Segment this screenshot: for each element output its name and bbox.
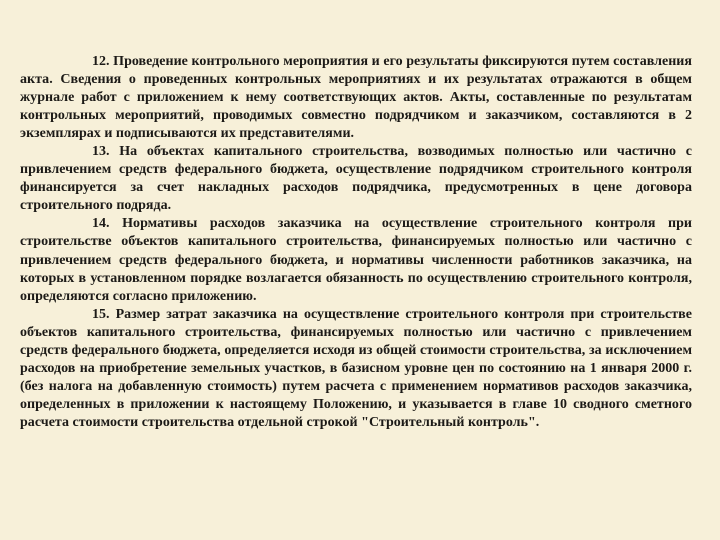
paragraph-14: 14. Нормативы расходов заказчика на осуществление строительного контроля при строительстве объектов капитального строительства, финансируемых полностью или частично с привлечением средств федерального бюджета, и нормативы численности работников заказчика, на которых в установленном порядке возлагается обязанность по осуществлению строительного контроля, определяются согласно приложению.	[20, 216, 692, 304]
paragraph-12: 12. Проведение контрольного мероприятия и его результаты фиксируются путем составления акта. Сведения о проведенных контрольных мероприятиях и их результатах отражаются в общем журнале работ с приложением к нему соответствующих актов. Акты, составленные по результатам контрольных мероприятий, проводимых совместно подрядчиком и заказчиком, составляются в 2 экземплярах и подписываются их представителями.	[20, 54, 692, 142]
document-text	[20, 53, 692, 432]
paragraph-13: 13. На объектах капитального строительства, возводимых полностью или частично с привлечением средств федерального бюджета, осуществление подрядчиком строительного контроля финансируется за счет накладных расходов подрядчика, предусмотренных в цене договора строительного подряда.	[20, 144, 692, 214]
paragraph-15: 15. Размер затрат заказчика на осуществление строительного контроля при строительстве объектов капитального строительства, финансируемых полностью или частично с привлечением средств федерального бюджета, определяется исходя из общей стоимости строительства, за исключением расходов на приобретение земельных участков, в базисном уровне цен по состоянию на 1 января 2000 г. (без налога на добавленную стоимость) путем расчета с применением нормативов расходов заказчика, определенных в приложении к настоящему Положению, и указывается в главе 10 сводного сметного расчета стоимости строительства отдельной строкой "Строительный контроль".	[20, 306, 692, 430]
